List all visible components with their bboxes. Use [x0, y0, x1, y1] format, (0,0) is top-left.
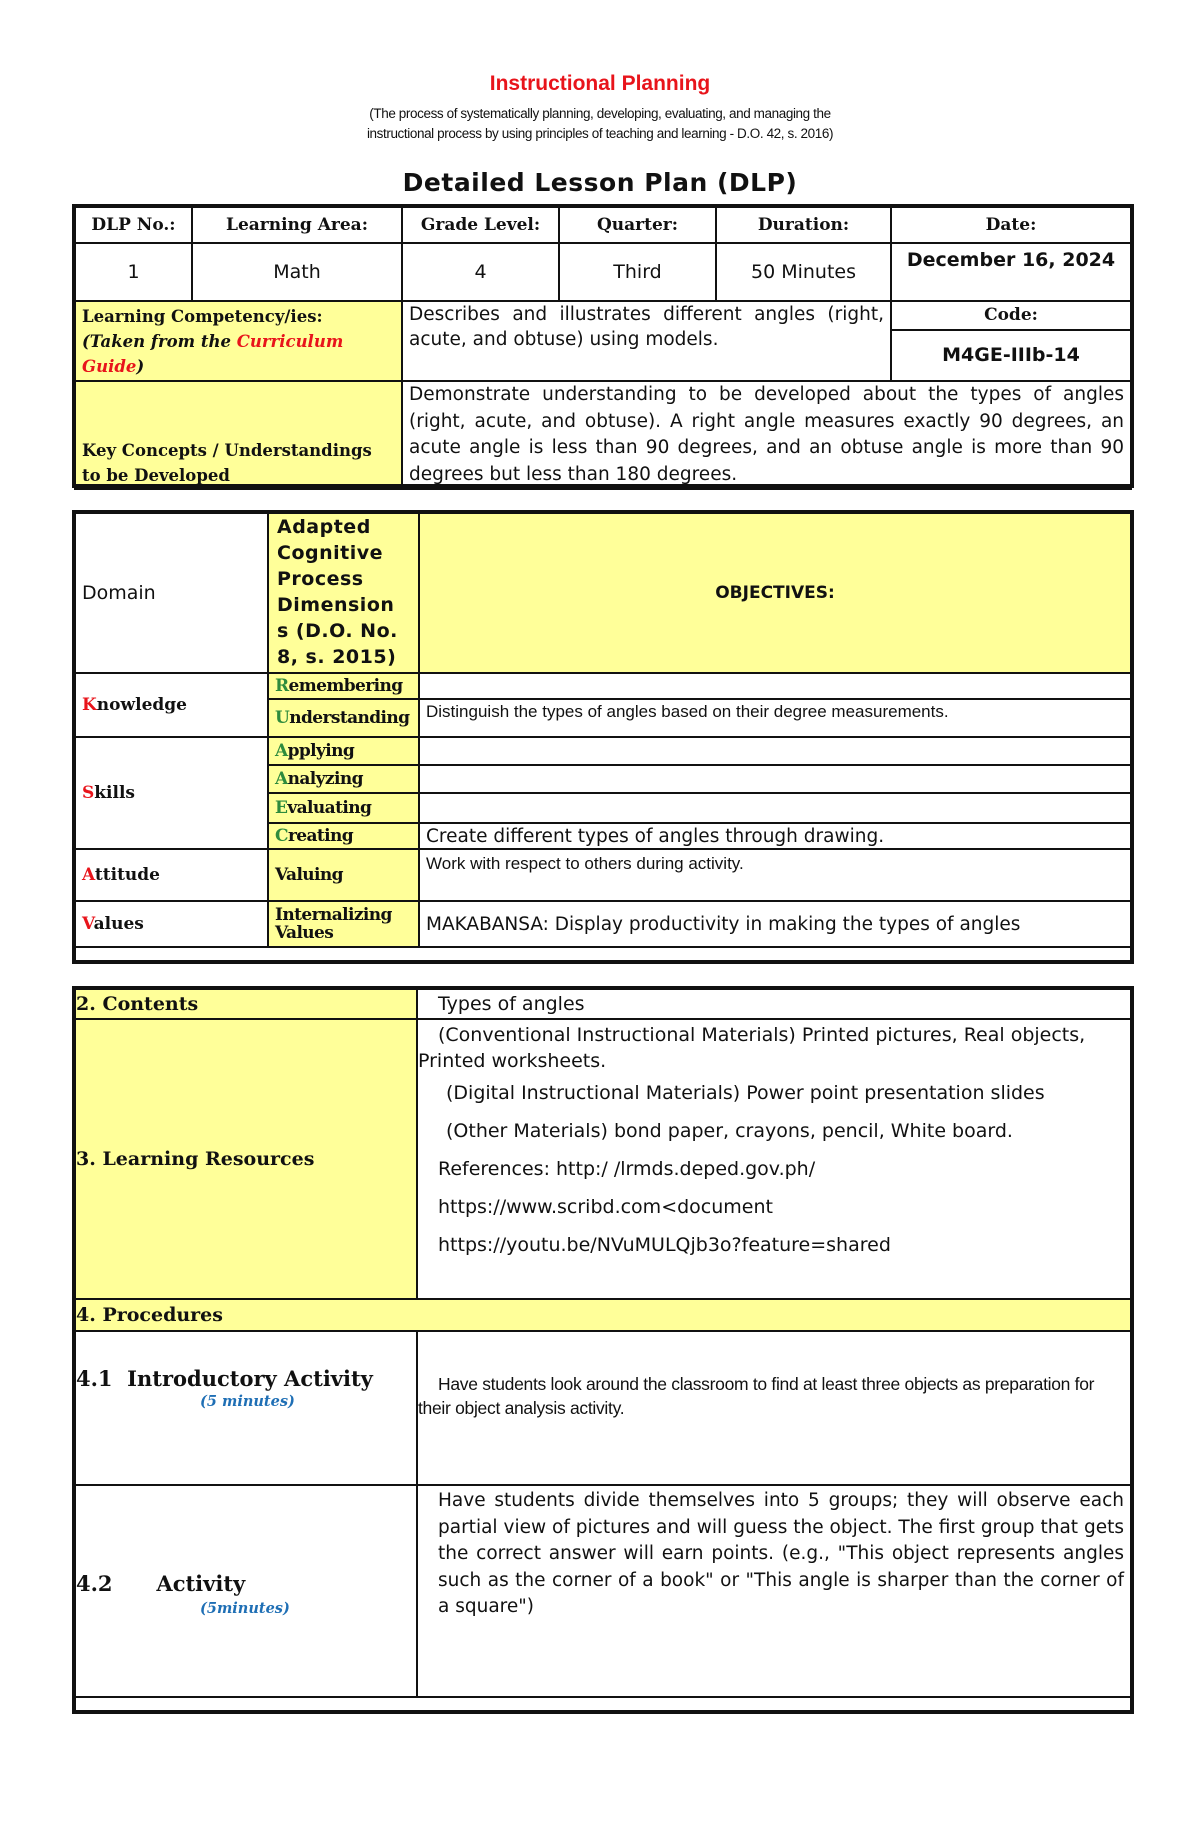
resource-item[interactable]: References: http:/ /lrmds.deped.gov.ph/	[438, 1158, 816, 1180]
introductory-activity-time: (5 minutes)	[200, 1393, 295, 1410]
resource-item: (Conventional Instructional Materials) Printed pictures, Real objects, Printed worksheets.	[418, 1024, 1086, 1072]
skills-domain	[75, 737, 268, 849]
knowledge-domain	[75, 673, 268, 737]
valuing-objective: Work with respect to others during activity.	[419, 849, 1131, 901]
internalizing-label: Internalizing Values	[268, 901, 419, 947]
applying-label	[268, 737, 419, 765]
learning-resources-label: 3. Learning Resources	[75, 1019, 417, 1299]
curriculum-note-prefix: (Taken from the	[82, 332, 237, 351]
learning-competency-label: Learning Competency/ies:	[82, 307, 323, 326]
quarter-value: Third	[559, 243, 716, 301]
dlp-title: Detailed Lesson Plan (DLP)	[402, 168, 798, 197]
domain-header: Domain	[75, 513, 268, 673]
lesson-procedure-table	[74, 988, 1132, 1698]
objectives-table	[74, 512, 1132, 948]
values-initial: V	[82, 914, 94, 934]
remembering-objective	[419, 673, 1131, 699]
evaluating-initial: E	[275, 798, 288, 818]
activity-label: 4.2 Activity	[76, 1571, 246, 1596]
curriculum-guide-highlight: Curriculum Guide	[82, 332, 344, 376]
activity-label-cell	[75, 1485, 417, 1697]
learning-competency-text: Describes and illustrates different angles (right, acute, and obtuse) using models.	[402, 301, 891, 381]
remembering-label	[268, 673, 419, 699]
applying-initial: A	[275, 741, 288, 761]
lesson-info-table	[74, 206, 1132, 490]
valuing-label: Valuing	[268, 849, 419, 901]
introductory-activity-label: 4.1 Introductory Activity	[76, 1366, 373, 1391]
remembering-initial: R	[275, 676, 289, 696]
dlp-no-header: DLP No.:	[75, 207, 192, 243]
instructional-planning-subtitle-line2: instructional process by using principles of teaching and learning - D.O. 42, s. 2016)	[366, 126, 834, 141]
resource-item: (Digital Instructional Materials) Power point presentation slides	[446, 1082, 1045, 1104]
resource-item[interactable]: https://youtu.be/NVuMULQjb3o?feature=shared	[438, 1234, 891, 1256]
learning-area-value: Math	[192, 243, 402, 301]
values-rest: alues	[93, 914, 144, 934]
instructional-planning-subtitle-line1: (The process of systematically planning, developing, evaluating, and managing the	[369, 106, 831, 121]
resource-item[interactable]: https://www.scribd.com<document	[438, 1196, 773, 1218]
evaluating-label	[268, 793, 419, 823]
analyzing-objective	[419, 765, 1131, 793]
attitude-domain	[75, 849, 268, 901]
date-header: Date:	[891, 207, 1131, 243]
skills-rest: kills	[94, 783, 136, 803]
procedures-label: 4. Procedures	[75, 1299, 1131, 1331]
attitude-initial: A	[82, 865, 95, 885]
resource-item: (Other Materials) bond paper, crayons, pencil, White board.	[446, 1120, 1013, 1142]
understanding-objective: Distinguish the types of angles based on their degree measurements.	[419, 699, 1131, 737]
introductory-activity-text: Have students look around the classroom to find at least three objects as preparation for their object analysis activity.	[417, 1331, 1131, 1485]
values-domain	[75, 901, 268, 947]
learning-resources-list	[417, 1019, 1131, 1299]
internalizing-objective: MAKABANSA: Display productivity in making the types of angles	[419, 901, 1131, 947]
analyzing-label	[268, 765, 419, 793]
applying-objective	[419, 737, 1131, 765]
understanding-initial: U	[275, 708, 290, 728]
analyzing-rest: nalyzing	[287, 769, 363, 789]
curriculum-note-suffix: )	[136, 357, 145, 376]
creating-label	[268, 823, 419, 849]
knowledge-initial: K	[82, 695, 97, 715]
creating-rest: reating	[287, 826, 354, 846]
evaluating-objective	[419, 793, 1131, 823]
creating-objective: Create different types of angles through drawing.	[419, 823, 1131, 849]
remembering-rest: emembering	[288, 676, 403, 696]
date-value: December 16, 2024	[891, 243, 1131, 301]
grade-level-header: Grade Level:	[402, 207, 559, 243]
dlp-no-value: 1	[75, 243, 192, 301]
activity-time: (5minutes)	[200, 1600, 290, 1617]
learning-competency-label-cell	[75, 301, 402, 381]
understanding-label	[268, 699, 419, 737]
curriculum-guide-note	[82, 329, 395, 379]
evaluating-rest: valuating	[287, 798, 372, 818]
duration-value: 50 Minutes	[716, 243, 891, 301]
introductory-activity-label-cell	[75, 1331, 417, 1485]
key-concepts-text: Demonstrate understanding to be developed about the types of angles (right, acute, and obtuse). A right angle measures exactly 90 degrees, an acute angle is less than 90 degrees, and an obtuse angle is more than 90 degrees but less than 180 degrees.	[402, 381, 1131, 489]
code-label: Code:	[891, 301, 1131, 330]
instructional-planning-title: Instructional Planning	[489, 72, 711, 95]
contents-value: Types of angles	[417, 989, 1131, 1019]
quarter-header: Quarter:	[559, 207, 716, 243]
contents-label: 2. Contents	[75, 989, 417, 1019]
cognitive-process-header: Adapted Cognitive Process Dimension s (D.O. No. 8, s. 2015)	[268, 513, 419, 673]
duration-header: Duration:	[716, 207, 891, 243]
understanding-rest: nderstanding	[289, 708, 410, 728]
knowledge-rest: nowledge	[96, 695, 187, 715]
applying-rest: pplying	[287, 741, 355, 761]
activity-text: Have students divide themselves into 5 groups; they will observe each partial view of pictures and will guess the object. The first group that gets the correct answer will earn points. (e.g., "This object represents angles such as the corner of a book" or "This angle is sharper than the corner of a square")	[417, 1485, 1131, 1697]
objectives-header: OBJECTIVES:	[419, 513, 1131, 673]
analyzing-initial: A	[275, 769, 288, 789]
learning-area-header: Learning Area:	[192, 207, 402, 243]
creating-initial: C	[275, 826, 288, 846]
attitude-rest: ttitude	[94, 865, 160, 885]
code-value: M4GE-IIIb-14	[891, 330, 1131, 381]
grade-level-value: 4	[402, 243, 559, 301]
key-concepts-label: Key Concepts / Understandings to be Developed	[75, 381, 402, 489]
skills-initial: S	[82, 783, 95, 803]
